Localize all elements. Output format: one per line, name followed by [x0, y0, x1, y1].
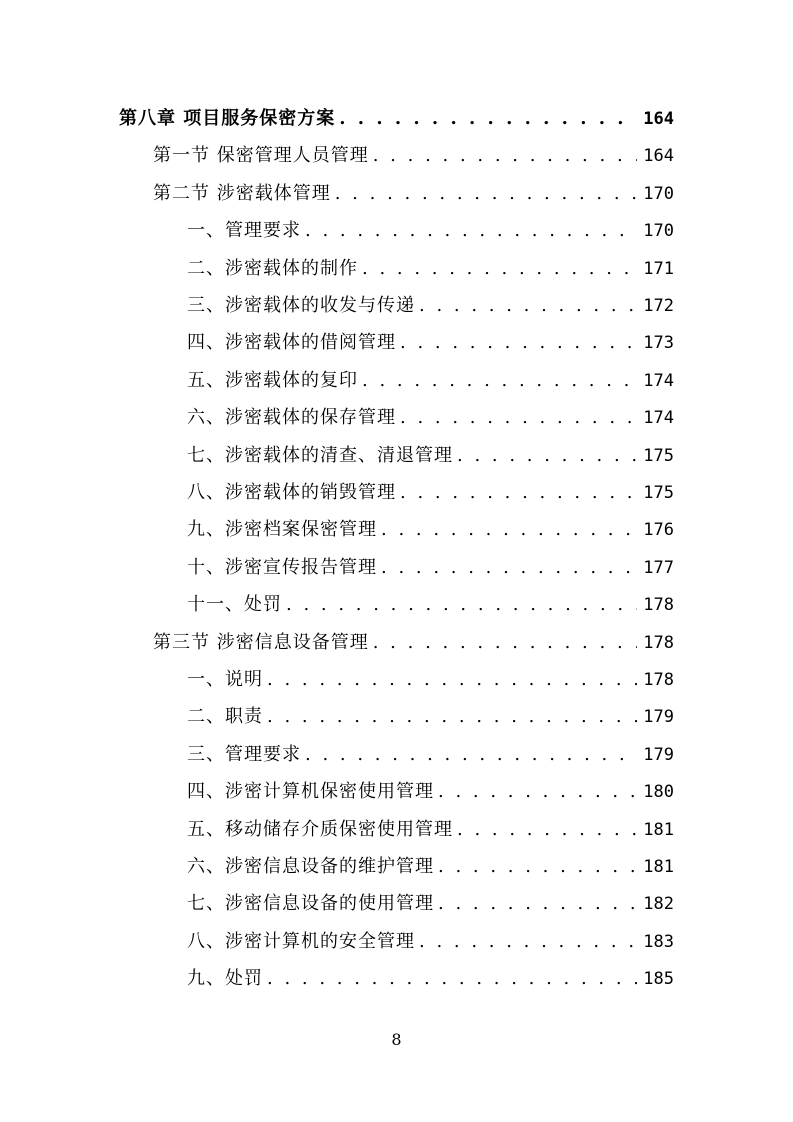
toc-entry-page: 176 — [643, 520, 674, 541]
toc-entry-title: 第八章 项目服务保密方案 — [119, 108, 336, 129]
dot-leader — [305, 212, 637, 249]
toc-entry-page: 181 — [643, 857, 674, 877]
toc-entry[interactable] — [187, 773, 674, 810]
toc-entry-page: 175 — [643, 483, 674, 503]
toc-entry-title: 二、涉密载体的制作 — [187, 257, 358, 279]
dot-leader — [373, 137, 638, 174]
dot-leader — [457, 811, 637, 848]
toc-entry-title: 第三节 涉密信息设备管理 — [153, 631, 369, 653]
toc-entry-title: 五、涉密载体的复印 — [187, 369, 358, 391]
toc-entry-page: 178 — [643, 670, 674, 690]
toc-entry-page: 179 — [643, 707, 674, 728]
dot-leader — [438, 885, 637, 922]
dot-leader — [381, 511, 637, 548]
toc-entry-title: 七、涉密载体的清查、清退管理 — [187, 444, 453, 466]
toc-entry[interactable] — [187, 324, 674, 361]
dot-leader — [457, 437, 637, 474]
toc-entry-title: 六、涉密信息设备的维护管理 — [187, 856, 434, 877]
toc-entry[interactable] — [119, 100, 674, 137]
toc-entry-title: 七、涉密信息设备的使用管理 — [187, 893, 434, 915]
dot-leader — [373, 624, 638, 661]
dot-leader — [286, 586, 637, 623]
toc-entry[interactable] — [153, 175, 674, 212]
toc-entry[interactable] — [187, 399, 674, 436]
toc-entry-page: 164 — [643, 109, 674, 129]
dot-leader — [400, 474, 637, 511]
dot-leader — [419, 287, 637, 324]
toc-entry[interactable] — [187, 474, 674, 511]
toc-entry[interactable] — [187, 960, 674, 997]
toc-entry[interactable] — [187, 586, 674, 623]
toc-entry-title: 五、移动储存介质保密使用管理 — [187, 818, 453, 840]
toc-entry-title: 一、管理要求 — [187, 220, 301, 242]
toc-entry-page: 174 — [643, 408, 674, 429]
toc-entry-page: 175 — [643, 445, 674, 466]
dot-leader — [438, 773, 637, 810]
toc-entry[interactable] — [187, 362, 674, 399]
toc-entry[interactable] — [187, 250, 674, 287]
toc-entry-page: 171 — [643, 258, 674, 279]
toc-entry-title: 六、涉密载体的保存管理 — [187, 407, 396, 429]
dot-leader — [267, 661, 637, 698]
toc-entry[interactable] — [187, 437, 674, 474]
toc-entry[interactable] — [153, 624, 674, 661]
toc-entry-page: 185 — [643, 969, 674, 990]
toc-entry-title: 十、涉密宣传报告管理 — [187, 556, 377, 578]
page-number: 8 — [391, 1030, 402, 1049]
toc-entry-title: 第一节 保密管理人员管理 — [153, 145, 369, 167]
toc-entry-title: 三、涉密载体的收发与传递 — [187, 295, 415, 316]
dot-leader — [267, 698, 637, 735]
toc-entry[interactable] — [187, 212, 674, 249]
toc-entry[interactable] — [187, 811, 674, 848]
toc-entry[interactable] — [187, 848, 674, 885]
toc-entry[interactable] — [187, 549, 674, 586]
toc-entry-title: 八、涉密计算机的安全管理 — [187, 930, 415, 952]
toc-entry-title: 九、涉密档案保密管理 — [187, 519, 377, 541]
toc-entry-page: 170 — [643, 183, 674, 204]
toc-entry[interactable] — [187, 511, 674, 548]
toc-entry-page: 183 — [643, 931, 674, 952]
toc-entry-page: 182 — [643, 894, 674, 915]
toc-entry-page: 179 — [643, 744, 674, 765]
dot-leader — [339, 100, 637, 137]
dot-leader — [305, 736, 637, 773]
toc-entry-page: 173 — [643, 333, 674, 354]
toc-entry[interactable] — [187, 698, 674, 735]
dot-leader — [267, 960, 637, 997]
toc-entry-title: 十一、处罚 — [187, 594, 282, 616]
toc-entry-title: 四、涉密载体的借阅管理 — [187, 332, 396, 354]
toc-entry[interactable] — [153, 137, 674, 174]
toc-entry-title: 四、涉密计算机保密使用管理 — [187, 781, 434, 803]
dot-leader — [362, 362, 637, 399]
toc-entry[interactable] — [187, 661, 674, 698]
dot-leader — [419, 923, 637, 960]
toc-entry-page: 164 — [643, 146, 674, 167]
toc-entry[interactable] — [187, 736, 674, 773]
toc-entry-page: 174 — [643, 370, 674, 391]
dot-leader — [400, 324, 637, 361]
toc-entry-page: 178 — [643, 632, 674, 653]
dot-leader — [400, 399, 637, 436]
toc-entry-page: 170 — [643, 221, 674, 242]
toc-entry-page: 177 — [643, 557, 674, 578]
dot-leader — [335, 175, 638, 212]
toc-entry-page: 178 — [643, 595, 674, 616]
toc-entry[interactable] — [187, 885, 674, 922]
dot-leader — [381, 549, 637, 586]
dot-leader — [438, 848, 637, 885]
toc-entry-page: 172 — [643, 296, 674, 316]
toc-entry-title: 三、管理要求 — [187, 743, 301, 765]
toc-entry[interactable] — [187, 287, 674, 324]
toc-entry-title: 九、处罚 — [187, 968, 263, 990]
toc-entry-page: 181 — [643, 819, 674, 840]
toc-entry-title: 一、说明 — [187, 669, 263, 690]
toc-entry-page: 180 — [643, 782, 674, 803]
toc-entry-title: 第二节 涉密载体管理 — [153, 182, 331, 204]
toc-entry-title: 二、职责 — [187, 706, 263, 728]
toc-entry-title: 八、涉密载体的销毁管理 — [187, 482, 396, 503]
dot-leader — [362, 250, 637, 287]
toc-entry[interactable] — [187, 923, 674, 960]
